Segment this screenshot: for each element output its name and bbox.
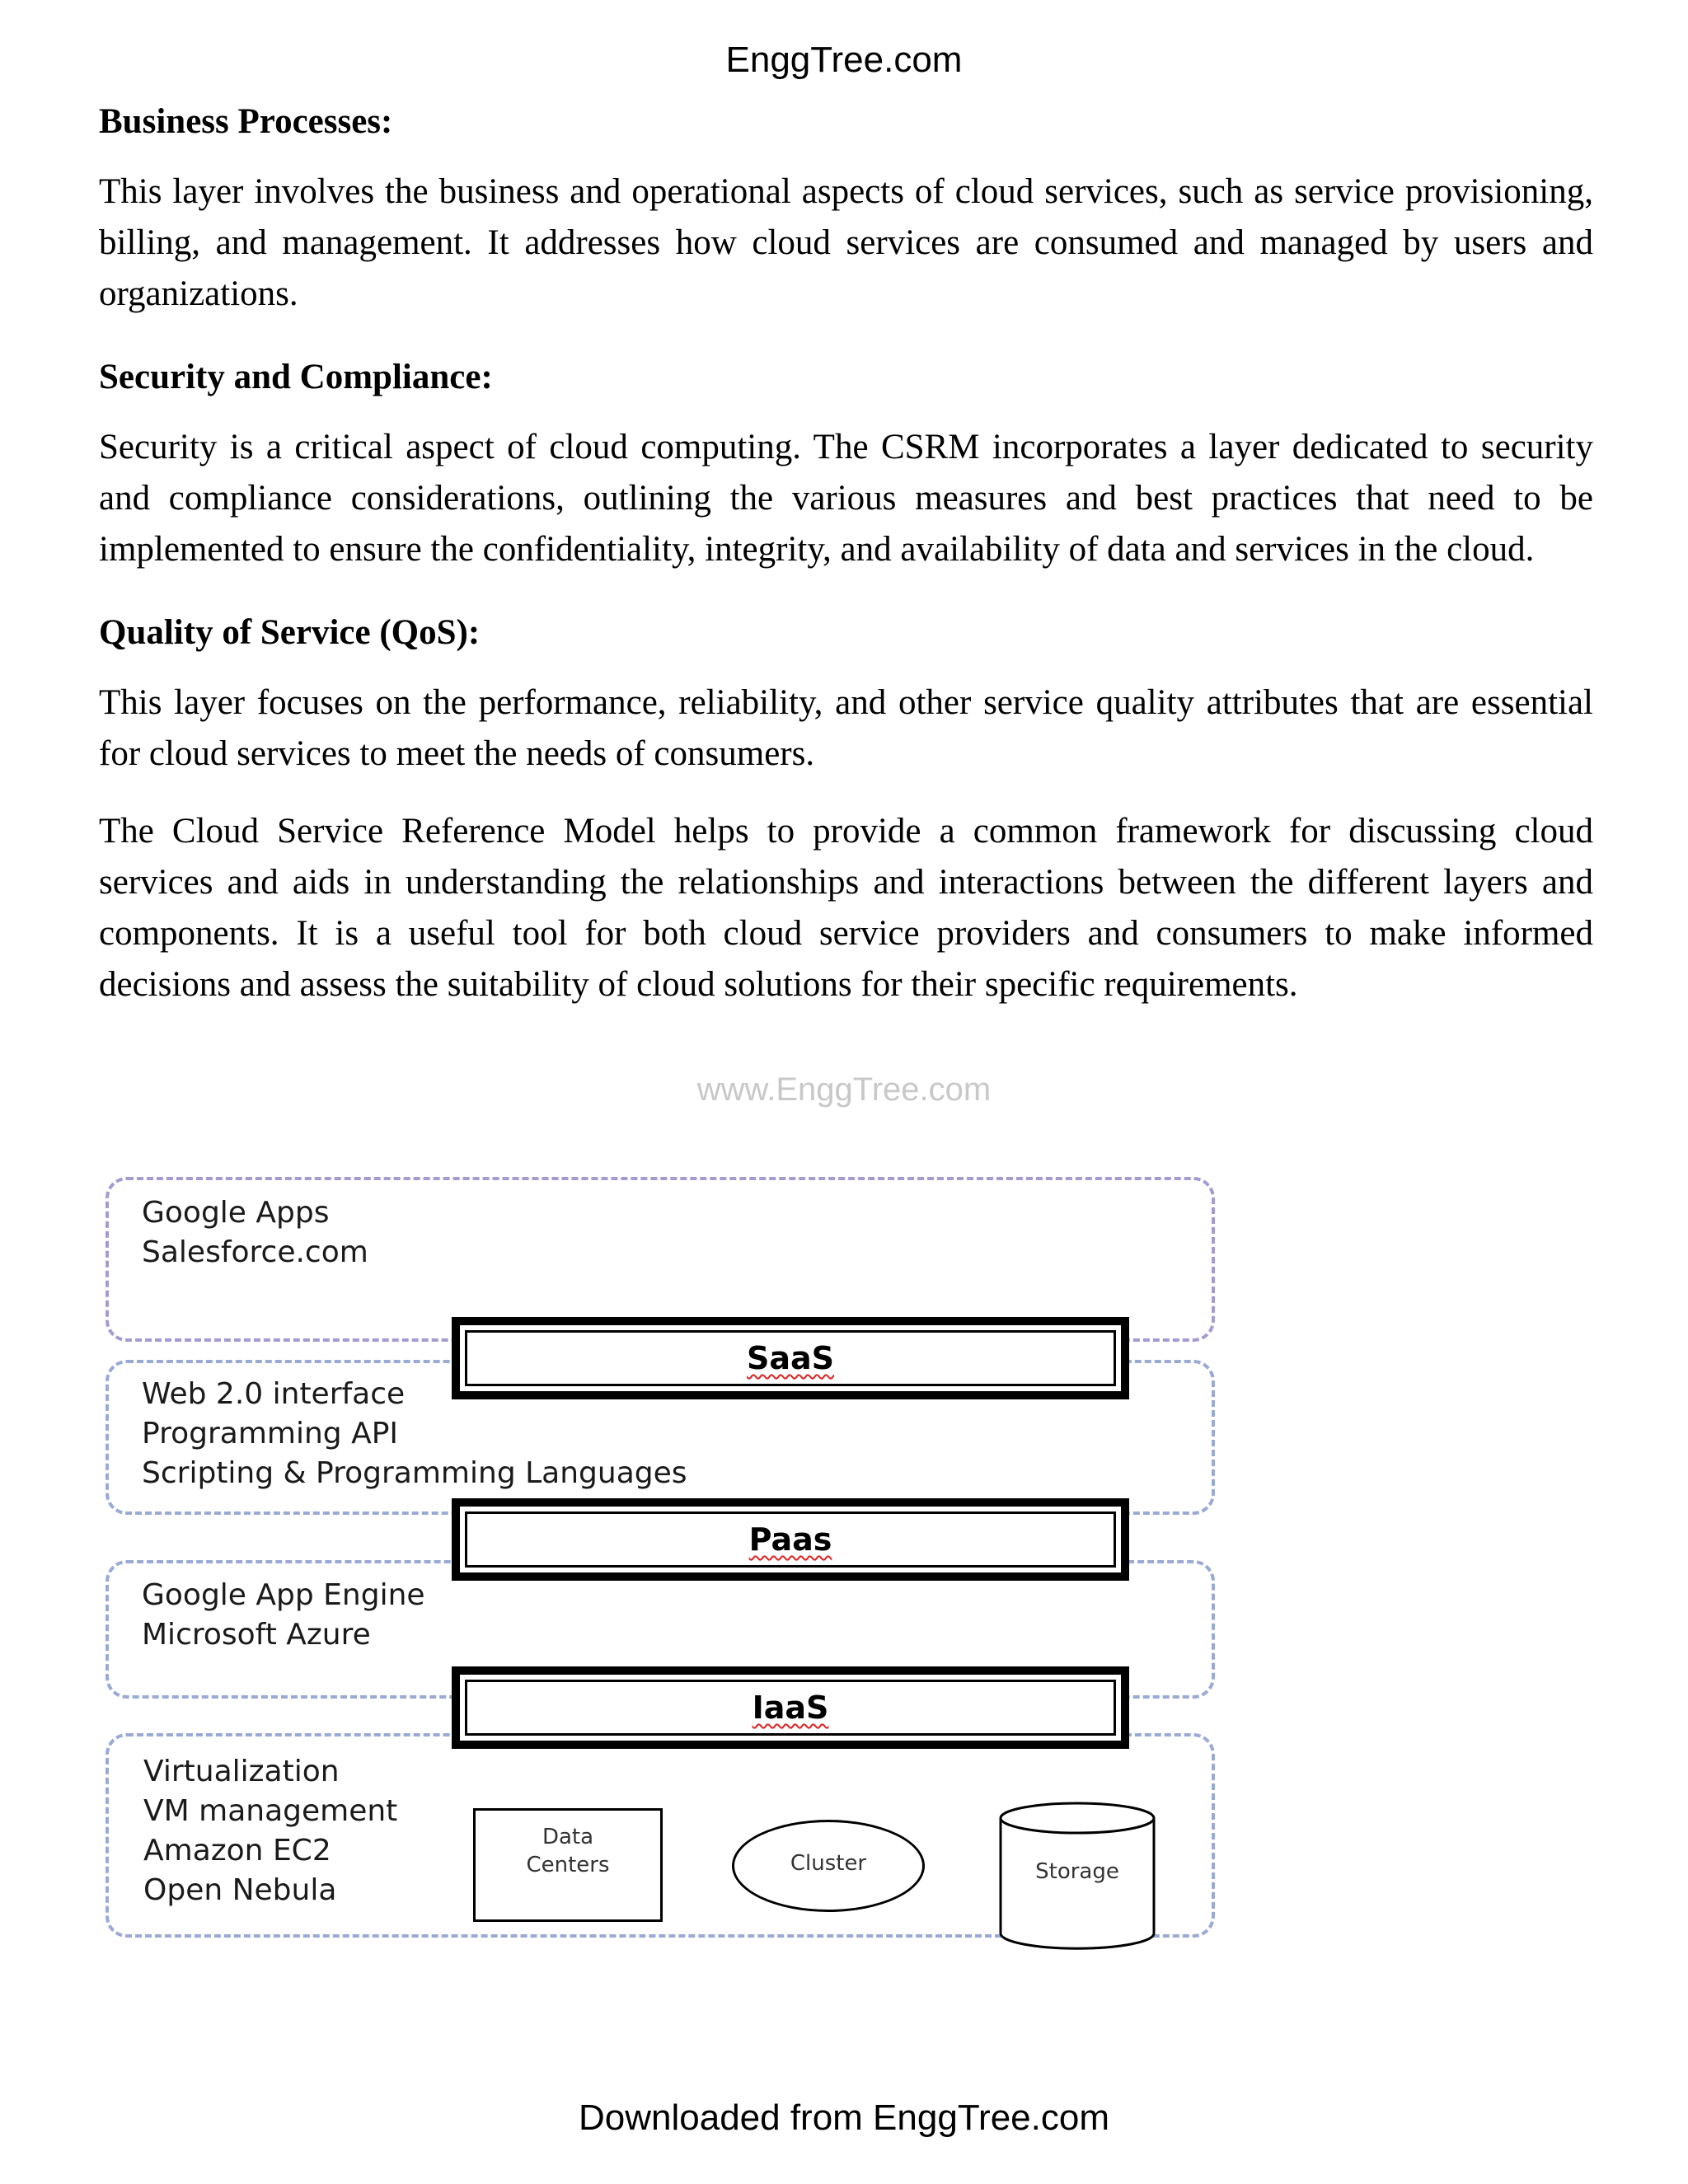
layer-item: Microsoft Azure bbox=[142, 1618, 371, 1652]
layer-item: VM management bbox=[143, 1794, 398, 1828]
section-paragraph-business-processes: This layer involves the business and operational aspects of cloud services, such as service provisioning, billing, and management. It addresses how cloud services are consumed and managed by users and organizations. bbox=[99, 172, 1593, 313]
section-paragraph-qos: This layer focuses on the performance, reliability, and other service quality attributes that are essential for cloud services to meet the needs of consumers. bbox=[99, 683, 1593, 773]
watermark: www.EnggTree.com bbox=[696, 1071, 992, 1108]
layer-item: Google Apps bbox=[142, 1196, 330, 1230]
data-centers-label: Data Centers bbox=[526, 1825, 610, 1877]
layer-item: Amazon EC2 bbox=[143, 1834, 331, 1868]
layer-list-saas-apps bbox=[142, 1193, 368, 1272]
service-bar-saas bbox=[452, 1317, 1129, 1399]
cluster-label: Cluster bbox=[790, 1851, 867, 1876]
site-header: EnggTree.com bbox=[725, 40, 963, 80]
layer-item: Virtualization bbox=[143, 1755, 340, 1788]
storage-label: Storage bbox=[1035, 1859, 1119, 1884]
closing-paragraph: The Cloud Service Reference Model helps to provide a common framework for discussing cloud services and aids in understanding the relationships and interactions between the different layers and components. It is a useful tool for both cloud service providers and consumers to make informed decisions and assess the suitability of cloud solutions for their specific requirements. bbox=[99, 812, 1593, 1004]
layer-item: Scripting & Programming Languages bbox=[142, 1456, 687, 1490]
section-heading-security-compliance: Security and Compliance: bbox=[99, 358, 493, 396]
service-bar-paas bbox=[452, 1498, 1129, 1581]
service-label-saas: SaaS bbox=[746, 1340, 835, 1376]
section-paragraph-security-compliance: Security is a critical aspect of cloud computing. The CSRM incorporates a layer dedicated to security and compliance considerations, outlining the various measures and best practices that need to be implemented to ensure the confidentiality, integrity, and availability of data and services in the cloud. bbox=[99, 428, 1593, 569]
section-heading-business-processes: Business Processes: bbox=[99, 102, 393, 141]
layer-item: Salesforce.com bbox=[142, 1235, 368, 1269]
section-heading-qos: Quality of Service (QoS): bbox=[99, 613, 481, 652]
layer-item: Open Nebula bbox=[143, 1873, 337, 1907]
layer-item: Programming API bbox=[142, 1417, 399, 1451]
layer-item: Web 2.0 interface bbox=[142, 1377, 406, 1411]
service-bar-iaas bbox=[452, 1666, 1129, 1749]
footer-download-note: Downloaded from EnggTree.com bbox=[578, 2097, 1109, 2138]
service-label-iaas: IaaS bbox=[752, 1690, 829, 1726]
service-label-paas: Paas bbox=[748, 1521, 832, 1558]
layer-list-iaas-platforms bbox=[142, 1576, 425, 1655]
layer-item: Google App Engine bbox=[142, 1578, 425, 1612]
document-body bbox=[99, 97, 1593, 1043]
layer-list-infrastructure bbox=[143, 1752, 397, 1910]
